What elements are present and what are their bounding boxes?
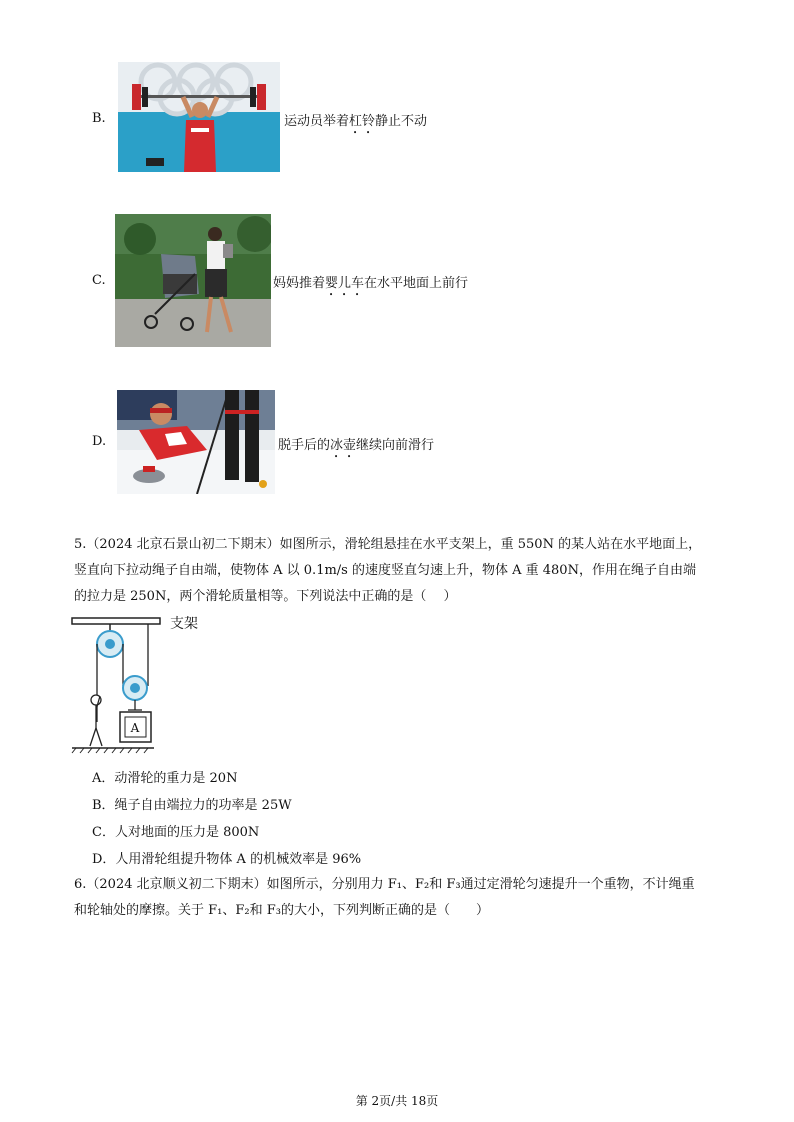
option-d-letter: D. — [92, 434, 107, 449]
option-d-text — [278, 434, 434, 461]
box-a-label: A — [130, 721, 140, 735]
option-b-text-pre: 运动员举着 — [284, 114, 350, 129]
option-b-letter: B. — [92, 111, 106, 126]
bracket-label: 支架 — [170, 616, 198, 632]
curling-photo — [117, 390, 275, 494]
option-c-text-post: 在水平地面上前行 — [364, 276, 469, 291]
option-b-text — [284, 110, 427, 137]
option-c-letter: C. — [92, 273, 106, 288]
option-c-text-pre: 妈妈推着 — [273, 276, 326, 291]
pulley-diagram — [70, 614, 210, 756]
stroller-photo — [115, 214, 271, 347]
weightlifter-illustration — [118, 62, 280, 172]
option-d-text-post: 继续向前滑行 — [356, 438, 435, 453]
q5-choice-c: C．人对地面的压力是 800N — [92, 825, 260, 840]
option-b-text-post: 静止不动 — [375, 114, 428, 129]
curling-illustration — [117, 390, 275, 494]
q5-choice-a: A．动滑轮的重力是 20N — [92, 771, 238, 786]
option-c-text — [273, 272, 468, 299]
question-5-line-1: 5.（2024 北京石景山初二下期末）如图所示，滑轮组悬挂在水平支架上，重 550N 的某人站在水平地面上， — [74, 537, 702, 552]
q5-choice-b: B．绳子自由端拉力的功率是 25W — [92, 798, 292, 813]
question-5-line-3: 的拉力是 250N，两个滑轮质量相等。下列说法中正确的是（ ） — [74, 589, 457, 604]
option-c-text-emphasis: 婴儿车 — [325, 276, 365, 291]
pulley-figure — [70, 614, 210, 756]
option-d-text-emphasis: 冰壶 — [330, 438, 357, 453]
q5-choice-d: D．人用滑轮组提升物体 A 的机械效率是 96% — [92, 852, 362, 867]
question-6-line-2: 和轮轴处的摩擦。关于 F₁、F₂和 F₃的大小，下列判断正确的是（ ） — [74, 903, 489, 918]
page-footer: 第 2页/共 18页 — [355, 1094, 439, 1108]
question-6-line-1: 6.（2024 北京顺义初二下期末）如图所示，分别用力 F₁、F₂和 F₃通过定滑轮匀速提升一个重物，不计绳重 — [74, 877, 695, 892]
weightlifter-photo — [118, 62, 280, 172]
question-5-line-2: 竖直向下拉动绳子自由端，使物体 A 以 0.1m/s 的速度竖直匀速上升，物体 A 重 480N，作用在绳子自由端 — [74, 563, 696, 578]
stroller-illustration — [115, 214, 271, 347]
option-d-text-pre: 脱手后的 — [278, 438, 331, 453]
option-b-text-emphasis: 杠铃 — [349, 114, 376, 129]
